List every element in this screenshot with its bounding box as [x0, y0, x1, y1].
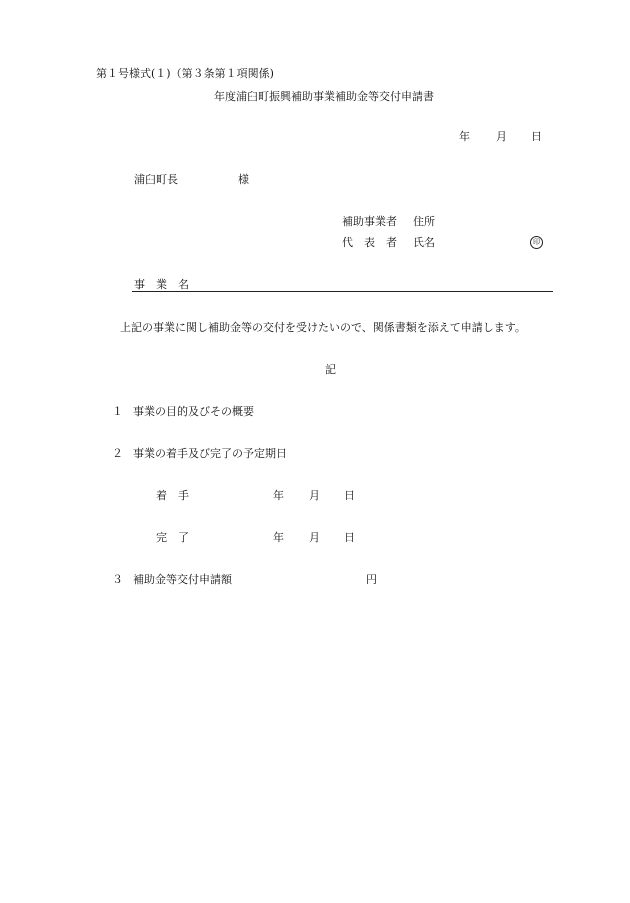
item2-number: ２ [112, 447, 123, 460]
addressee-name: 浦臼町長 [134, 173, 178, 186]
end-day: 日 [344, 531, 355, 544]
name-label: 氏名 [413, 236, 435, 249]
project-name-label: 事 業 名 [134, 278, 189, 291]
item1-number: １ [112, 405, 123, 418]
project-name-underline [132, 291, 553, 292]
ki-heading: 記 [325, 363, 336, 376]
business-label: 補助事業者 [342, 215, 397, 228]
start-year: 年 [273, 489, 284, 502]
date-month: 月 [496, 130, 507, 143]
seal-mark: 印 [530, 236, 543, 249]
date-day: 日 [531, 130, 542, 143]
yen-unit: 円 [366, 573, 377, 586]
start-day: 日 [344, 489, 355, 502]
document-title: 年度浦臼町振興補助事業補助金等交付申請書 [214, 90, 434, 103]
address-label: 住所 [413, 215, 435, 228]
addressee-honorific: 様 [238, 173, 249, 186]
item3-number: ３ [112, 573, 123, 586]
end-year: 年 [273, 531, 284, 544]
item3-text: 補助金等交付申請額 [133, 573, 232, 586]
end-label: 完 了 [156, 531, 189, 544]
application-statement: 上記の事業に関し補助金等の交付を受けたいので、関係書類を添えて申請します。 [120, 321, 526, 334]
start-label: 着 手 [156, 489, 189, 502]
end-month: 月 [309, 531, 320, 544]
start-month: 月 [309, 489, 320, 502]
representative-label: 代 表 者 [342, 236, 397, 249]
item1-text: 事業の目的及びその概要 [133, 405, 254, 418]
form-number: 第１号様式(１)（第３条第１項関係) [96, 67, 274, 80]
date-year: 年 [459, 130, 470, 143]
item2-text: 事業の着手及び完了の予定期日 [133, 447, 287, 460]
